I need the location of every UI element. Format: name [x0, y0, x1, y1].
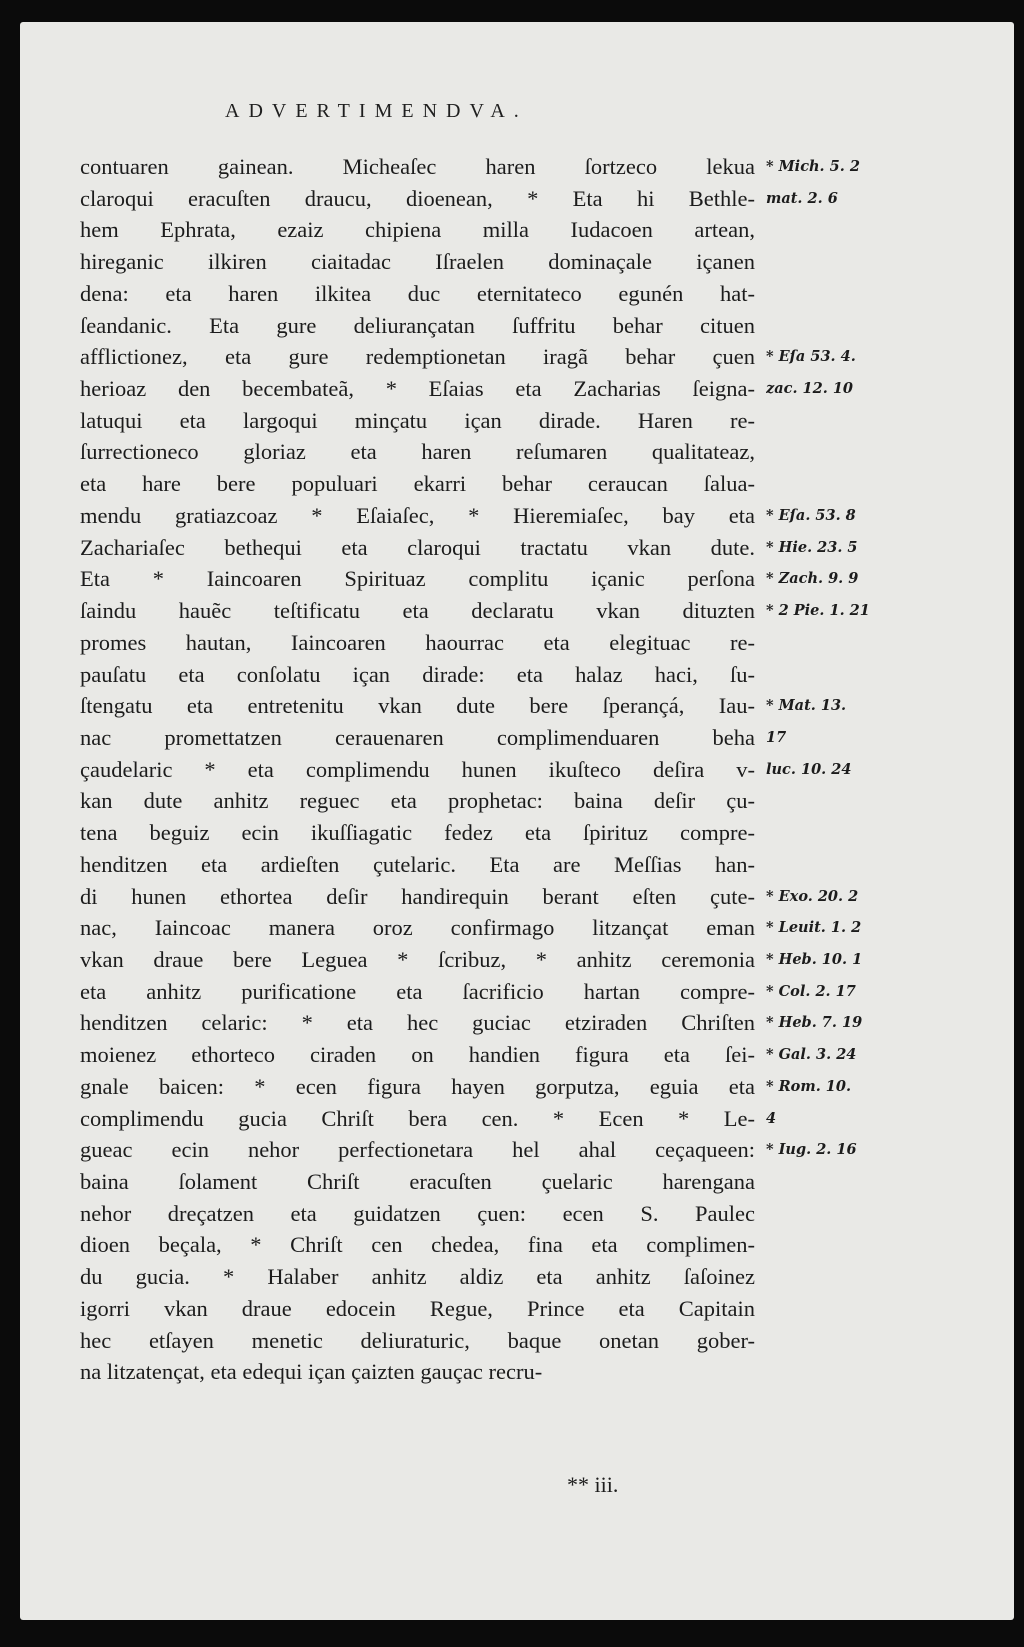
margin-note	[766, 627, 906, 659]
text-line: afflictionez, eta gure redemptionetan iragã behar çuen	[80, 344, 755, 370]
margin-note: * Rom. 10.	[766, 1077, 852, 1095]
text-line: hec etſayen menetic deliuraturic, baque onetan gober-	[80, 1327, 755, 1353]
margin-note	[766, 849, 906, 881]
signature-mark: ** iii.	[567, 1472, 619, 1497]
margin-note	[766, 1198, 906, 1230]
margin-note	[766, 659, 906, 691]
text-line: çaudelaric * eta complimendu hunen ikuſteco deſira v-	[80, 756, 755, 782]
margin-note	[766, 405, 906, 437]
text-line: na litzatençat, eta edequi içan çaizten gauçac recru-	[80, 1359, 543, 1385]
margin-note	[766, 278, 906, 310]
margin-note	[766, 246, 906, 278]
margin-note	[766, 214, 906, 246]
margin-note: luc. 10. 24	[766, 760, 852, 778]
text-line: pauſatu eta conſolatu içan dirade: eta halaz haci, ſu-	[80, 661, 755, 687]
text-line: du gucia. * Halaber anhitz aldiz eta anhitz ſaſoinez	[80, 1264, 755, 1290]
margin-note: * Mich. 5. 2	[766, 158, 860, 175]
text-line: hireganic ilkiren ciaitadac Iſraelen dominaçale içanen	[80, 249, 755, 275]
margin-note: * Mat. 13.	[766, 697, 847, 715]
text-line: henditzen celaric: * eta hec guciac etziraden Chriſten	[80, 1010, 755, 1036]
text-line: nac promettatzen cerauenaren complimenduaren beha	[80, 724, 755, 750]
text-line: mendu gratiazcoaz * Eſaiaſec, * Hieremiaſec, bay eta	[80, 502, 755, 528]
text-line: Eta * Iaincoaren Spirituaz complitu içanic perſona	[80, 566, 755, 592]
text-line: ſaindu hauẽc teſtificatu eta declaratu vkan dituzten	[80, 598, 755, 624]
margin-note: * Zach. 9. 9	[766, 570, 859, 588]
margin-note: * Exo. 20. 2	[766, 887, 859, 905]
margin-note: * Heb. 10. 1	[766, 950, 863, 968]
text-line: complimendu gucia Chriſt bera cen. * Ecen * Le-	[80, 1105, 755, 1131]
text-line: tena beguiz ecin ikuſſiagatic fedez eta ſpirituz compre-	[80, 820, 755, 846]
margin-note	[766, 1293, 906, 1325]
text-line: di hunen ethortea deſir handirequin berant eſten çute-	[80, 883, 755, 909]
margin-note: * Gal. 3. 24	[766, 1046, 857, 1064]
text-line: gnale baicen: * ecen figura hayen gorputza, eguia eta	[80, 1073, 755, 1099]
body-text	[80, 151, 755, 1388]
text-line: Zachariaſec bethequi eta claroqui tractatu vkan dute.	[80, 534, 755, 560]
margin-note: * Col. 2. 17	[766, 982, 856, 1000]
margin-note	[766, 785, 906, 817]
margin-note	[766, 1325, 906, 1357]
text-line: ſeandanic. Eta gure deliurançatan ſuffritu behar cituen	[80, 312, 755, 338]
margin-note: 17	[766, 728, 787, 746]
text-line: kan dute anhitz reguec eta prophetac: baina deſir çu-	[80, 788, 755, 814]
text-line: vkan draue bere Leguea * ſcribuz, * anhitz ceremonia	[80, 946, 755, 972]
text-line: claroqui eracuſten draucu, dioenean, * Eta hi Bethle-	[80, 185, 755, 211]
running-header: ADVERTIMENDVA.	[225, 100, 528, 122]
margin-note	[766, 1261, 906, 1293]
text-line: nac, Iaincoac manera oroz confirmago litzançat eman	[80, 915, 755, 941]
text-line: nehor dreçatzen eta guidatzen çuen: ecen S. Paulec	[80, 1200, 755, 1226]
text-line: latuqui eta largoqui minçatu içan dirade. Haren re-	[80, 407, 755, 433]
margin-note	[766, 1356, 906, 1388]
text-line: igorri vkan draue edocein Regue, Prince eta Capitain	[80, 1295, 755, 1321]
margin-note	[766, 1229, 906, 1261]
text-line: gueac ecin nehor perfectionetara hel ahal ceçaqueen:	[80, 1137, 755, 1163]
text-line: dena: eta haren ilkitea duc eternitateco egunén hat-	[80, 280, 755, 306]
margin-note	[766, 468, 906, 500]
margin-note: mat. 2. 6	[766, 189, 838, 207]
text-line: moienez ethorteco ciraden on handien figura eta ſei-	[80, 1042, 755, 1068]
margin-note: * Eſa 53. 4.	[766, 348, 856, 366]
text-line: eta hare bere populuari ekarri behar ceraucan ſalua-	[80, 471, 755, 497]
margin-note: * Iug. 2. 16	[766, 1141, 857, 1159]
margin-note	[766, 817, 906, 849]
margin-notes	[766, 151, 906, 1388]
text-line: herioaz den becembateã, * Eſaias eta Zacharias ſeigna-	[80, 376, 755, 402]
text-line: ſurrectioneco gloriaz eta haren reſumaren qualitateaz,	[80, 439, 755, 465]
text-line: eta anhitz purificatione eta ſacrificio hartan compre-	[80, 978, 755, 1004]
text-line: hem Ephrata, ezaiz chipiena milla Iudacoen artean,	[80, 217, 755, 243]
margin-note: zac. 12. 10	[766, 380, 854, 398]
text-line: dioen beçala, * Chriſt cen chedea, fina eta complimen-	[80, 1232, 755, 1258]
text-line: baina ſolament Chriſt eracuſten çuelaric harengana	[80, 1169, 755, 1194]
margin-note	[766, 310, 906, 342]
margin-note: 4	[766, 1109, 777, 1127]
margin-note: * Hie. 23. 5	[766, 538, 858, 556]
margin-note: * 2 Pie. 1. 21	[766, 602, 870, 620]
margin-note: * Heb. 7. 19	[766, 1014, 863, 1032]
margin-note: * Eſa. 53. 8	[766, 506, 856, 524]
text-line: henditzen eta ardieſten çutelaric. Eta are Meſſias han-	[80, 851, 755, 877]
margin-note	[766, 1166, 906, 1198]
margin-note: * Leuit. 1. 2	[766, 919, 862, 937]
text-line: ſtengatu eta entretenitu vkan dute bere ſperançá, Iau-	[80, 693, 755, 719]
text-line: promes hautan, Iaincoaren haourrac eta elegituac re-	[80, 629, 755, 655]
margin-note	[766, 436, 906, 468]
text-line: contuaren gainean. Micheaſec haren ſortzeco lekua	[80, 154, 755, 179]
